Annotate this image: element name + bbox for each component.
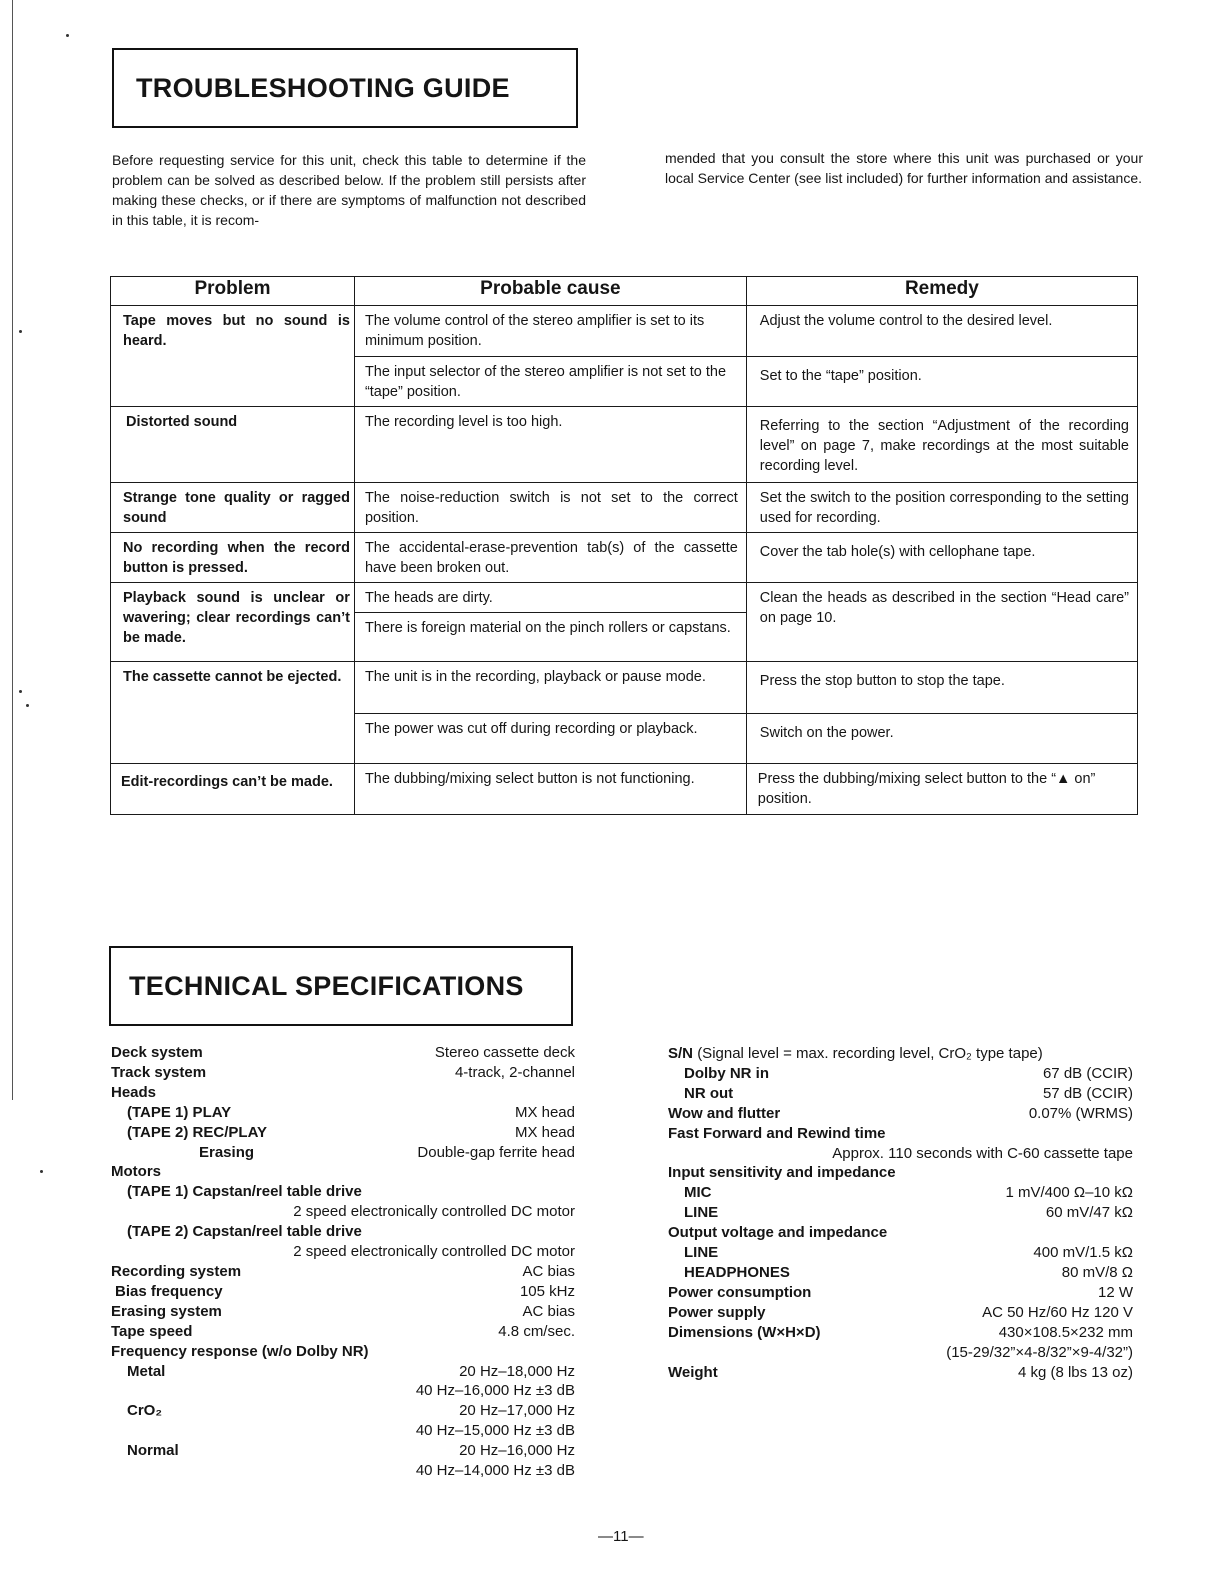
spec-row <box>111 1123 575 1143</box>
spec-row <box>668 1343 1133 1363</box>
spec-row <box>111 1262 575 1282</box>
spec-row <box>111 1083 575 1103</box>
table-row <box>111 764 1138 815</box>
spec-value: AC 50 Hz/60 Hz 120 V <box>982 1303 1133 1321</box>
spec-value: 20 Hz–16,000 Hz <box>459 1442 575 1460</box>
spec-value: 20 Hz–18,000 Hz <box>459 1362 575 1380</box>
spec-value: Stereo cassette deck <box>434 1044 575 1061</box>
spec-label: LINE <box>684 1244 719 1262</box>
spec-label: Motors <box>111 1163 161 1181</box>
spec-row <box>111 1182 575 1202</box>
spec-label: Input sensitivity and impedance <box>668 1164 896 1182</box>
remedy-cell: Adjust the volume control to the desired level. <box>746 306 1137 357</box>
spec-value: 40 Hz–16,000 Hz ±3 dB <box>415 1382 575 1400</box>
spec-row <box>111 1143 575 1163</box>
remedy-cell: Clean the heads as described in the section “Head care” on page 10. <box>746 583 1137 662</box>
remedy-cell: Set the switch to the position corresponding to the setting used for recording. <box>746 483 1137 533</box>
spec-label: Track system <box>111 1063 207 1081</box>
spec-label: S/N <box>668 1045 694 1062</box>
spec-row <box>668 1104 1133 1124</box>
problem-cell: Distorted sound <box>111 407 355 483</box>
spec-value: 67 dB (CCIR) <box>1042 1064 1133 1082</box>
spec-value: 57 dB (CCIR) <box>1042 1084 1133 1102</box>
spec-value: 12 W <box>1097 1283 1133 1301</box>
spec-value: 430×108.5×232 mm <box>998 1323 1133 1341</box>
spec-row <box>668 1044 1133 1064</box>
intro-text-left: Before requesting service for this unit, check this table to determine if the problem can be solved as described below. If the problem still persists after making these checks, or if there are symptoms of malfunction not described in this table, it is recom- <box>112 152 586 228</box>
spec-row <box>111 1342 575 1362</box>
cause-cell: The heads are dirty. <box>354 583 746 613</box>
intro-text-right: mended that you consult the store where this unit was purchased or your local Service Center (see list included) for further information and assistance. <box>665 150 1143 186</box>
spec-row <box>111 1242 575 1262</box>
cause-cell: The power was cut off during recording or playback. <box>354 714 746 764</box>
cause-cell: There is foreign material on the pinch rollers or capstans. <box>354 613 746 662</box>
spec-label: LINE <box>684 1204 719 1222</box>
scan-speck <box>19 330 22 333</box>
header-probable-cause: Probable cause <box>354 277 746 306</box>
spec-value: 40 Hz–14,000 Hz ±3 dB <box>415 1462 575 1480</box>
spec-row <box>668 1223 1133 1243</box>
spec-row <box>111 1222 575 1242</box>
spec-label: Output voltage and impedance <box>668 1224 888 1242</box>
remedy-cell: Referring to the section “Adjustment of the recording level” on page 7, make recordings at the most suitable recording level. <box>746 407 1137 483</box>
troubleshooting-table <box>110 276 1138 815</box>
page-number: —11— <box>598 1528 644 1545</box>
table-row <box>111 662 1138 714</box>
cause-cell: The dubbing/mixing select button is not functioning. <box>354 764 746 815</box>
spec-row <box>668 1263 1133 1283</box>
spec-row <box>668 1064 1133 1084</box>
table-row <box>111 533 1138 583</box>
spec-label: HEADPHONES <box>684 1263 790 1281</box>
spec-row <box>111 1401 575 1421</box>
spec-label: Erasing system <box>111 1302 222 1320</box>
spec-label: (TAPE 1) Capstan/reel table drive <box>127 1183 362 1201</box>
spec-row <box>111 1381 575 1401</box>
spec-row <box>668 1363 1133 1383</box>
remedy-cell: Cover the tab hole(s) with cellophane tape. <box>746 533 1137 583</box>
spec-label: Erasing <box>199 1143 255 1161</box>
spec-row <box>111 1202 575 1222</box>
spec-row <box>111 1043 575 1063</box>
problem-cell: No recording when the record button is pressed. <box>111 533 355 583</box>
spec-label: Frequency response (w/o Dolby NR) <box>111 1342 369 1360</box>
spec-value: 60 mV/47 kΩ <box>1045 1204 1133 1222</box>
troubleshooting-title: TROUBLESHOOTING GUIDE <box>112 48 578 128</box>
spec-value: 4.8 cm/sec. <box>498 1322 575 1340</box>
spec-label: NR out <box>684 1084 734 1102</box>
spec-row <box>111 1461 575 1481</box>
spec-value: AC bias <box>522 1262 575 1280</box>
remedy-cell: Switch on the power. <box>746 714 1137 764</box>
spec-label: Fast Forward and Rewind time <box>668 1124 886 1142</box>
spec-row <box>668 1144 1133 1164</box>
remedy-cell: Press the stop button to stop the tape. <box>746 662 1137 714</box>
spec-value: 80 mV/8 Ω <box>1061 1263 1133 1281</box>
problem-cell: Tape moves but no sound is heard. <box>111 306 355 407</box>
table-row <box>111 583 1138 613</box>
spec-label: CrO₂ <box>127 1402 163 1420</box>
scan-speck <box>26 704 29 707</box>
remedy-cell: Set to the “tape” position. <box>746 357 1137 407</box>
spec-row <box>668 1183 1133 1203</box>
problem-cell: Strange tone quality or ragged sound <box>111 483 355 533</box>
spec-label: Power supply <box>668 1303 766 1321</box>
specs-right-column <box>668 1044 1133 1382</box>
table-row <box>111 306 1138 357</box>
spec-row <box>111 1441 575 1461</box>
spec-label: Heads <box>111 1083 157 1101</box>
spec-note: (Signal level = max. recording level, CrO₂ type tape) <box>697 1045 1043 1062</box>
problem-cell: The cassette cannot be ejected. <box>111 662 355 764</box>
spec-row <box>668 1303 1133 1323</box>
spec-row <box>668 1163 1133 1183</box>
remedy-cell: Press the dubbing/mixing select button to the “▲ on” position. <box>746 764 1137 815</box>
spec-label: Tape speed <box>111 1322 193 1340</box>
spec-row <box>668 1323 1133 1343</box>
table-header-row <box>111 277 1138 306</box>
problem-cell: Edit-recordings can’t be made. <box>111 764 355 815</box>
spec-label: Normal <box>127 1442 179 1460</box>
cause-cell: The unit is in the recording, playback or pause mode. <box>354 662 746 714</box>
spec-value: 105 kHz <box>519 1282 575 1300</box>
spec-label: Metal <box>127 1362 166 1380</box>
spec-value: 1 mV/400 Ω–10 kΩ <box>1005 1184 1133 1202</box>
spec-value: 2 speed electronically controlled DC motor <box>293 1243 575 1261</box>
spec-value: 2 speed electronically controlled DC motor <box>293 1203 575 1221</box>
header-remedy: Remedy <box>746 277 1137 306</box>
spec-row <box>111 1302 575 1322</box>
spec-value: (15-29/32”×4-8/32”×9-4/32”) <box>946 1343 1133 1361</box>
spec-label: Wow and flutter <box>668 1104 781 1122</box>
spec-row <box>111 1103 575 1123</box>
spec-row <box>668 1084 1133 1104</box>
cause-cell: The accidental-erase-prevention tab(s) of the cassette have been broken out. <box>354 533 746 583</box>
scan-speck <box>19 690 22 693</box>
spec-row <box>668 1203 1133 1223</box>
problem-cell: Playback sound is unclear or wavering; clear recordings can’t be made. <box>111 583 355 662</box>
spec-value: 4 kg (8 lbs 13 oz) <box>1017 1363 1133 1381</box>
spec-label: Power consumption <box>668 1283 812 1301</box>
spec-row <box>111 1362 575 1382</box>
margin-rule <box>12 0 13 1100</box>
table-row <box>111 483 1138 533</box>
spec-value: 400 mV/1.5 kΩ <box>1033 1244 1133 1262</box>
spec-row <box>668 1283 1133 1303</box>
spec-label: Weight <box>668 1363 718 1381</box>
cause-cell: The noise-reduction switch is not set to the correct position. <box>354 483 746 533</box>
spec-row <box>111 1282 575 1302</box>
spec-label: Bias frequency <box>115 1282 223 1300</box>
cause-cell: The input selector of the stereo amplifier is not set to the “tape” position. <box>354 357 746 407</box>
cause-cell: The volume control of the stereo amplifier is set to its minimum position. <box>354 306 746 357</box>
spec-row <box>111 1421 575 1441</box>
spec-label: MIC <box>684 1184 712 1202</box>
spec-value: Double-gap ferrite head <box>417 1143 575 1161</box>
spec-label: (TAPE 2) Capstan/reel table drive <box>127 1223 362 1241</box>
spec-value: Approx. 110 seconds with C-60 cassette tape <box>832 1144 1133 1162</box>
spec-label: (TAPE 2) REC/PLAY <box>127 1123 268 1141</box>
spec-label: (TAPE 1) PLAY <box>127 1103 232 1121</box>
scan-speck <box>66 34 69 37</box>
spec-value: MX head <box>514 1103 575 1121</box>
spec-row <box>668 1243 1133 1263</box>
scan-speck <box>40 1170 43 1173</box>
spec-value: 40 Hz–15,000 Hz ±3 dB <box>415 1422 575 1440</box>
header-problem: Problem <box>111 277 355 306</box>
spec-row <box>111 1063 575 1083</box>
cause-cell: The recording level is too high. <box>354 407 746 483</box>
spec-row <box>111 1322 575 1342</box>
spec-label: Deck system <box>111 1044 203 1061</box>
specs-left-column <box>111 1043 575 1481</box>
spec-value: 4-track, 2-channel <box>454 1063 575 1081</box>
spec-value: MX head <box>514 1123 575 1141</box>
spec-row <box>668 1124 1133 1144</box>
specifications-title: TECHNICAL SPECIFICATIONS <box>109 946 573 1026</box>
spec-value: 0.07% (WRMS) <box>1028 1104 1133 1122</box>
spec-value: 20 Hz–17,000 Hz <box>459 1402 575 1420</box>
spec-value: AC bias <box>522 1302 575 1320</box>
spec-row <box>111 1162 575 1182</box>
table-row <box>111 407 1138 483</box>
spec-label: Dimensions (W×H×D) <box>668 1323 821 1341</box>
spec-label: Dolby NR in <box>684 1064 769 1082</box>
spec-label: Recording system <box>111 1262 242 1280</box>
